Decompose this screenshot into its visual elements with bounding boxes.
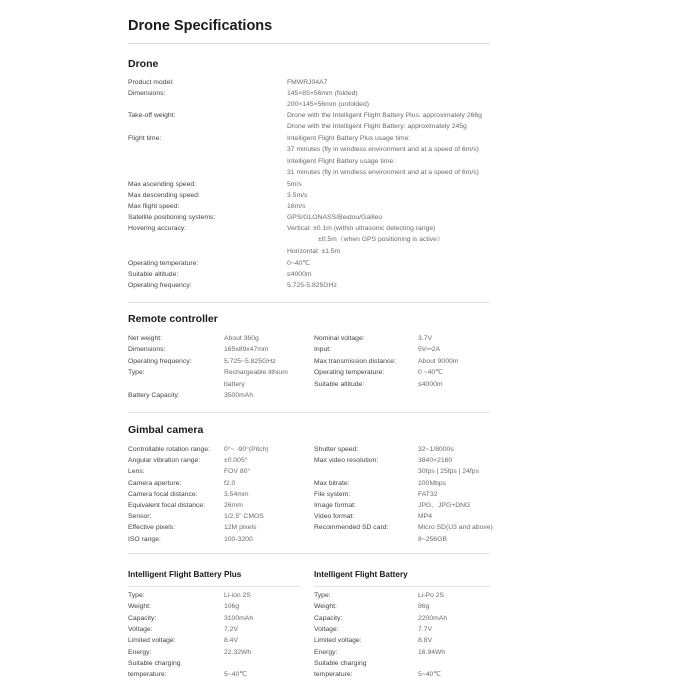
spec-label: Max video resolution: bbox=[314, 457, 379, 465]
spec-label: Suitable charging bbox=[314, 659, 367, 667]
spec-label: Dimensions: bbox=[128, 90, 166, 97]
spec-value: 5~40℃ bbox=[224, 671, 247, 679]
spec-label: Take-off weight: bbox=[128, 112, 176, 119]
spec-label: Max transmission distance: bbox=[314, 357, 396, 365]
spec-value: 12M pixels bbox=[224, 524, 257, 532]
spec-label: Energy: bbox=[128, 648, 152, 656]
spec-value: FAT32 bbox=[418, 490, 438, 498]
spec-label: Max ascending speed: bbox=[128, 181, 197, 188]
spec-value: Li-Po 2S bbox=[418, 592, 445, 599]
spec-value: 100-3200 bbox=[224, 535, 253, 543]
spec-label: Max bitrate: bbox=[314, 479, 350, 487]
spec-label: Energy: bbox=[314, 648, 338, 656]
page-title: Drone Specifications bbox=[128, 18, 273, 34]
section-divider bbox=[128, 553, 490, 554]
spec-label: Sensor: bbox=[128, 513, 152, 521]
section-divider bbox=[128, 412, 490, 413]
spec-label: Voltage: bbox=[314, 625, 339, 633]
spec-value: 30fps | 25fps | 24fps bbox=[418, 468, 479, 476]
section-title-battery: Intelligent Flight Battery bbox=[314, 570, 408, 579]
spec-label: Battery Capacity: bbox=[128, 392, 180, 399]
spec-value: Intelligent Flight Battery Plus usage time: bbox=[287, 135, 411, 142]
spec-value: Li-ion 2S bbox=[224, 592, 251, 599]
spec-label: Max flight speed: bbox=[128, 203, 180, 210]
spec-value: 200×145×56mm (unfolded) bbox=[287, 101, 369, 109]
spec-value: Drone with the Intelligent Flight Battery: approximately 245g bbox=[287, 123, 467, 131]
spec-value: Rechargeable lithium bbox=[224, 369, 288, 377]
spec-value: battery bbox=[224, 380, 245, 388]
section-divider bbox=[128, 302, 490, 303]
spec-label: Dimensions: bbox=[128, 346, 166, 354]
spec-value: FMWRJ04A7 bbox=[287, 79, 328, 86]
spec-value: 8.8V bbox=[418, 637, 432, 645]
spec-value: FOV 80° bbox=[224, 468, 251, 476]
spec-value: 3500mAh bbox=[224, 392, 254, 399]
spec-value: 0°~ -90°(Pitch) bbox=[224, 446, 269, 453]
spec-label: Suitable altitude: bbox=[128, 271, 179, 278]
spec-value: 32~1/8000s bbox=[418, 446, 454, 453]
spec-value: ≤4000m bbox=[287, 271, 312, 278]
spec-value: 5~40℃ bbox=[418, 671, 441, 679]
spec-label: Lens: bbox=[128, 468, 145, 476]
spec-value: 3840×2160 bbox=[418, 457, 453, 465]
spec-value: ±0.005° bbox=[224, 457, 248, 465]
spec-label: Shutter speed: bbox=[314, 446, 359, 453]
spec-value: Horizontal: ±1.5m bbox=[287, 247, 341, 255]
spec-value: 26mm bbox=[224, 502, 243, 509]
spec-value: 8.4V bbox=[224, 637, 238, 645]
spec-label: Limited voltage: bbox=[128, 637, 176, 645]
spec-value: JPG、JPG+DNG bbox=[418, 502, 471, 509]
spec-value: Intelligent Flight Battery usage time: bbox=[287, 157, 396, 165]
spec-label: Capacity: bbox=[128, 614, 157, 622]
spec-label: temperature: bbox=[128, 671, 167, 679]
spec-value: 5V⎓2A bbox=[418, 346, 441, 354]
spec-label: Max descending speed: bbox=[128, 192, 200, 199]
spec-value: About 9000m bbox=[418, 357, 459, 365]
spec-label: Operating frequency: bbox=[128, 282, 192, 289]
spec-label: Hovering accuracy: bbox=[128, 225, 187, 232]
section-title-remote-controller: Remote controller bbox=[128, 313, 218, 325]
spec-label: Voltage: bbox=[128, 625, 153, 633]
spec-label: Equivalent focal distance: bbox=[128, 502, 206, 509]
spec-value: MP4 bbox=[418, 513, 432, 521]
spec-label: Angular vibration range: bbox=[128, 457, 201, 465]
spec-label: Flight time: bbox=[128, 135, 162, 142]
spec-label: temperature: bbox=[314, 671, 353, 679]
spec-value: 1/2.5" CMOS bbox=[224, 513, 264, 521]
spec-value: 5.725-5.825GHz bbox=[287, 282, 337, 289]
spec-value: 165x89x47mm bbox=[224, 346, 269, 354]
spec-label: File system: bbox=[314, 490, 351, 498]
spec-value: 145×85×56mm (folded) bbox=[287, 90, 358, 97]
spec-label: ISO range: bbox=[128, 535, 161, 543]
spec-label: Net weight: bbox=[128, 335, 163, 342]
spec-label: Nominal voltage: bbox=[314, 335, 365, 342]
spec-label: Type: bbox=[128, 369, 145, 377]
spec-label: Recommended SD card: bbox=[314, 524, 389, 532]
spec-value: 7.2V bbox=[224, 625, 238, 633]
spec-value: ±0.5m（when GPS positioning is active） bbox=[318, 236, 444, 244]
section-title-battery-plus: Intelligent Flight Battery Plus bbox=[128, 570, 242, 579]
spec-label: Limited voltage: bbox=[314, 637, 362, 645]
spec-label: Camera focal distance: bbox=[128, 490, 198, 498]
spec-label: Type: bbox=[314, 592, 331, 599]
spec-label: Effective pixels: bbox=[128, 524, 176, 532]
section-title-drone: Drone bbox=[128, 58, 159, 70]
spec-label: Input: bbox=[314, 346, 332, 354]
spec-value: Micro SD(U3 and above) bbox=[418, 524, 493, 532]
spec-value: 3.5m/s bbox=[287, 192, 308, 199]
spec-label: Video format: bbox=[314, 513, 355, 521]
spec-value: 0~40℃ bbox=[287, 260, 310, 267]
spec-value: 86g bbox=[418, 603, 430, 611]
spec-label: Operating frequency: bbox=[128, 357, 192, 365]
spec-label: Controllable rotation range: bbox=[128, 446, 210, 453]
spec-value: 2200mAh bbox=[418, 614, 448, 622]
spec-label: Operating temperature: bbox=[128, 260, 199, 267]
spec-value: 3.7V bbox=[418, 335, 432, 342]
spec-label: Image format: bbox=[314, 502, 356, 509]
spec-label: Suitable altitude: bbox=[314, 380, 365, 388]
spec-label: Satellite positioning systems: bbox=[128, 214, 216, 221]
section-divider bbox=[128, 586, 300, 587]
spec-value: Drone with the Intelligent Flight Battery Plus: approximately 266g bbox=[287, 112, 482, 119]
spec-value: 37 minutes (fly in windless environment and at a speed of 6m/s) bbox=[287, 146, 479, 154]
spec-value: 22.32Wh bbox=[224, 648, 252, 656]
spec-value: 100Mbps bbox=[418, 479, 446, 487]
spec-value: GPS/GLONASS/Beidou/Galileo bbox=[287, 214, 383, 221]
spec-value: 31 minutes (fly in windless environment and at a speed of 6m/s) bbox=[287, 168, 479, 176]
spec-value: 3100mAh bbox=[224, 614, 254, 622]
spec-value: f2.0 bbox=[224, 479, 236, 487]
spec-label: Suitable charging bbox=[128, 659, 181, 667]
spec-value: 5m/s bbox=[287, 181, 302, 188]
spec-value: ≤4000m bbox=[418, 380, 443, 388]
spec-value: 16.94Wh bbox=[418, 648, 446, 656]
spec-label: Product model: bbox=[128, 79, 174, 86]
spec-value: 3.54mm bbox=[224, 490, 249, 498]
spec-value: 106g bbox=[224, 603, 240, 611]
spec-label: Capacity: bbox=[314, 614, 343, 622]
spec-label: Operating temperature: bbox=[314, 369, 385, 377]
spec-value: About 360g bbox=[224, 335, 259, 342]
spec-label: Weight: bbox=[128, 603, 151, 611]
spec-label: Camera aperture: bbox=[128, 479, 182, 487]
spec-value: 0 ~40℃ bbox=[418, 369, 443, 377]
spec-label: Weight: bbox=[314, 603, 337, 611]
spec-value: 16m/s bbox=[287, 203, 306, 210]
section-divider bbox=[314, 586, 490, 587]
spec-label: Type: bbox=[128, 592, 145, 599]
section-title-gimbal-camera: Gimbal camera bbox=[128, 424, 204, 436]
spec-value: 7.7V bbox=[418, 625, 432, 633]
spec-value: 8~256GB bbox=[418, 535, 447, 543]
title-divider bbox=[128, 43, 490, 44]
spec-value: Vertical: ±0.1m (within ultrasonic detecting range) bbox=[287, 225, 436, 232]
spec-value: 5.725~5.825GHz bbox=[224, 357, 276, 365]
